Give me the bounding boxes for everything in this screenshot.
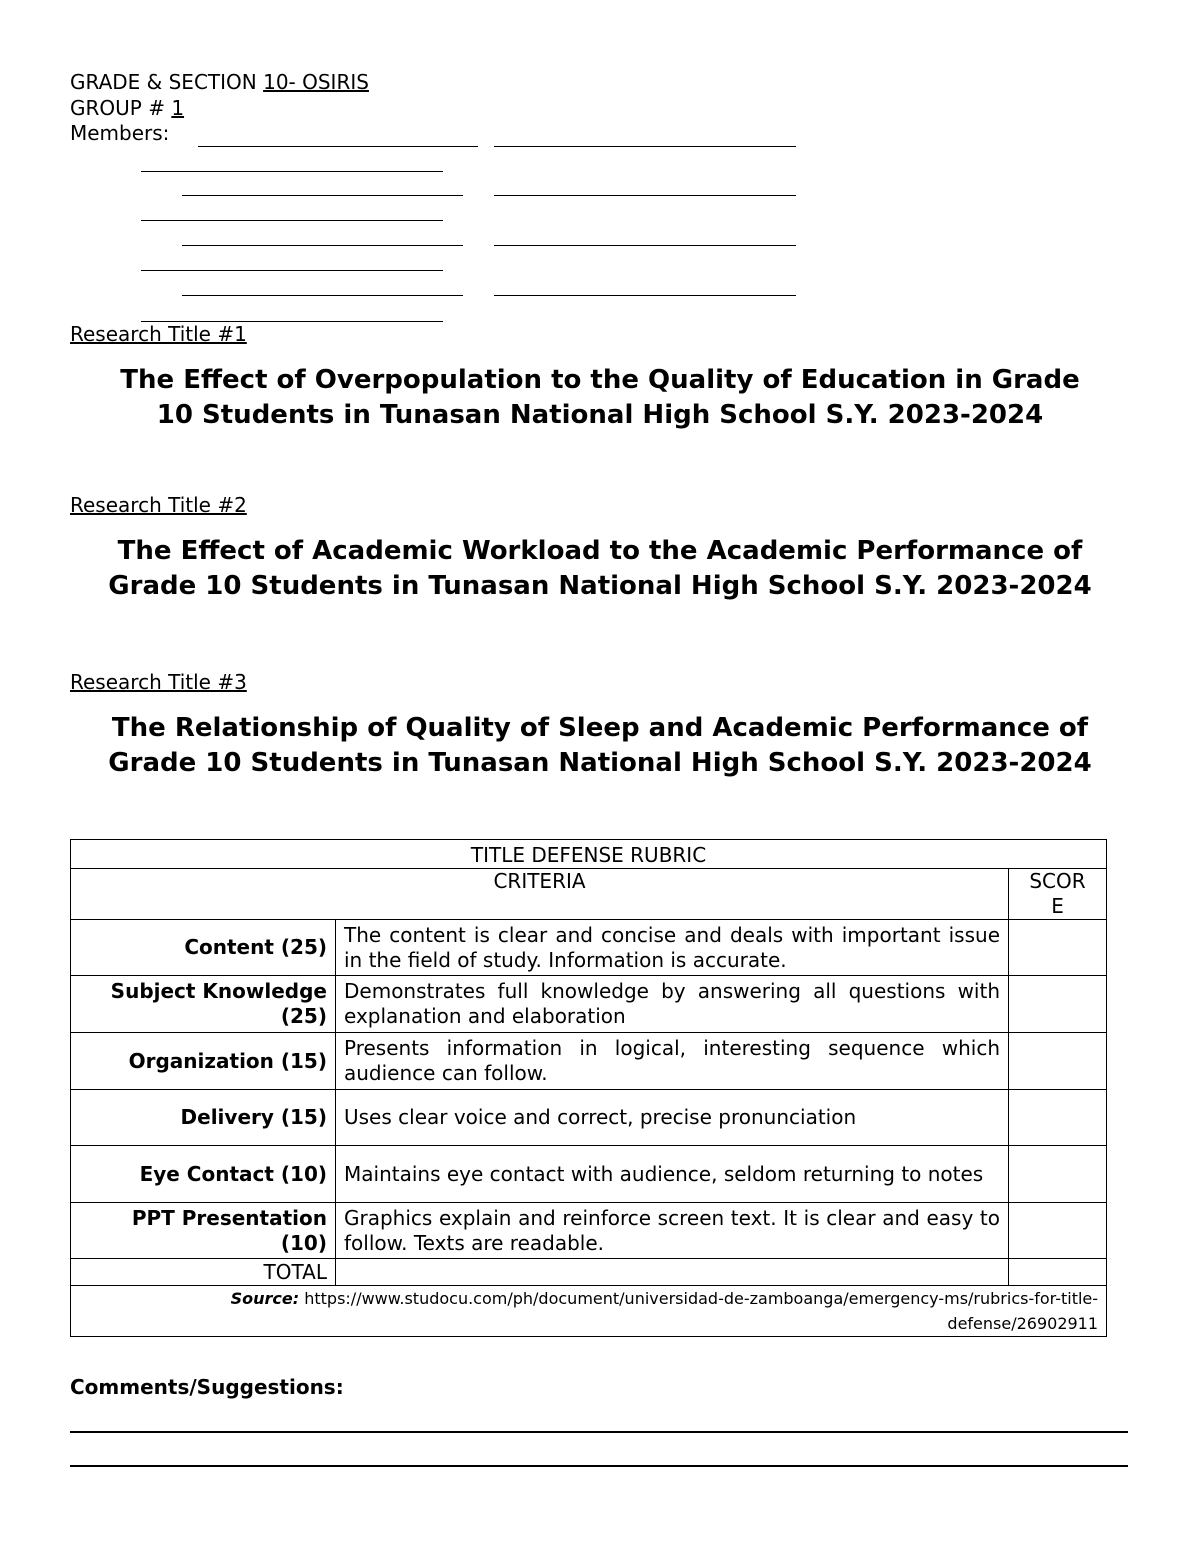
research-title-2-label: Research Title #2 xyxy=(70,493,247,517)
member-blank-line xyxy=(494,295,796,296)
research-title-3-label: Research Title #3 xyxy=(70,670,247,694)
description-cell: The content is clear and concise and deals with important issue in the field of study. Information is accurate. xyxy=(336,920,1009,976)
score-cell[interactable] xyxy=(1009,920,1107,976)
member-blank-line xyxy=(198,146,478,147)
research-title-3-text xyxy=(70,711,1130,781)
description-cell: Uses clear voice and correct, precise pronunciation xyxy=(336,1090,1009,1146)
member-blank-line xyxy=(494,195,796,196)
member-blank-line xyxy=(141,270,443,271)
grade-section-label: GRADE & SECTION xyxy=(70,70,264,94)
rubric-header-row xyxy=(71,869,1107,920)
score-cell[interactable] xyxy=(1009,1203,1107,1259)
score-cell[interactable] xyxy=(1009,976,1107,1033)
member-blank-line xyxy=(494,245,796,246)
member-blank-line xyxy=(182,245,463,246)
research-title-1-text xyxy=(70,363,1130,433)
group-line xyxy=(70,96,184,120)
grade-section-line xyxy=(70,70,369,94)
source-cell xyxy=(71,1286,1107,1337)
grade-section-value: 10- OSIRIS xyxy=(263,70,369,94)
research-title-1-line-1: The Effect of Overpopulation to the Quality of Education in Grade xyxy=(120,365,1080,395)
research-title-3-line-1: The Relationship of Quality of Sleep and Academic Performance of xyxy=(111,713,1089,743)
comments-line[interactable] xyxy=(70,1465,1128,1467)
members-label: Members: xyxy=(70,121,170,145)
research-title-1-line-2: 10 Students in Tunasan National High School S.Y. 2023-2024 xyxy=(156,400,1044,430)
rubric-row xyxy=(71,976,1107,1033)
member-blank-line xyxy=(182,295,463,296)
criterion-cell: Eye Contact (10) xyxy=(71,1146,336,1203)
rubric-row xyxy=(71,1203,1107,1259)
member-blank-line xyxy=(141,220,443,221)
group-value: 1 xyxy=(171,96,185,120)
criterion-cell: Delivery (15) xyxy=(71,1090,336,1146)
total-label: TOTAL xyxy=(71,1259,336,1286)
group-label: GROUP # xyxy=(70,96,172,120)
description-cell: Maintains eye contact with audience, seldom returning to notes xyxy=(336,1146,1009,1203)
member-blank-line xyxy=(182,195,463,196)
comments-label: Comments/Suggestions: xyxy=(70,1375,344,1399)
rubric-title-row xyxy=(71,840,1107,869)
rubric-table xyxy=(70,839,1107,1337)
total-score-cell[interactable] xyxy=(1009,1259,1107,1286)
criterion-cell: Content (25) xyxy=(71,920,336,976)
score-header-line-2: E xyxy=(1051,894,1064,918)
criterion-cell: Organization (15) xyxy=(71,1033,336,1090)
rubric-source-row xyxy=(71,1286,1107,1337)
total-description-cell xyxy=(336,1259,1009,1286)
score-cell[interactable] xyxy=(1009,1146,1107,1203)
research-title-2-line-1: The Effect of Academic Workload to the Academic Performance of xyxy=(117,536,1083,566)
source-label: Source: xyxy=(230,1289,300,1308)
criterion-cell: Subject Knowledge (25) xyxy=(71,976,336,1033)
description-cell: Graphics explain and reinforce screen text. It is clear and easy to follow. Texts are readable. xyxy=(336,1203,1009,1259)
research-title-3-line-2: Grade 10 Students in Tunasan National High School S.Y. 2023-2024 xyxy=(108,748,1092,778)
rubric-row xyxy=(71,1033,1107,1090)
research-title-2-line-2: Grade 10 Students in Tunasan National High School S.Y. 2023-2024 xyxy=(108,571,1092,601)
member-blank-line xyxy=(494,146,796,147)
criterion-cell: PPT Presentation (10) xyxy=(71,1203,336,1259)
description-cell: Presents information in logical, interesting sequence which audience can follow. xyxy=(336,1033,1009,1090)
source-url-line-1[interactable]: https://www.studocu.com/ph/document/universidad-de-zamboanga/emergency-ms/rubrics-for-title- xyxy=(304,1289,1099,1308)
score-header xyxy=(1009,869,1107,920)
score-cell[interactable] xyxy=(1009,1033,1107,1090)
rubric-row xyxy=(71,1146,1107,1203)
member-blank-line xyxy=(141,171,443,172)
comments-line[interactable] xyxy=(70,1431,1128,1433)
score-header-line-1: SCOR xyxy=(1029,869,1086,893)
research-title-1-label: Research Title #1 xyxy=(70,322,247,346)
rubric-row xyxy=(71,1090,1107,1146)
criteria-header: CRITERIA xyxy=(71,869,1009,920)
rubric-row xyxy=(71,920,1107,976)
score-cell[interactable] xyxy=(1009,1090,1107,1146)
source-url-line-2[interactable]: defense/26902911 xyxy=(947,1314,1099,1333)
research-title-2-text xyxy=(70,534,1130,604)
rubric-title: TITLE DEFENSE RUBRIC xyxy=(71,840,1107,869)
rubric-total-row xyxy=(71,1259,1107,1286)
description-cell: Demonstrates full knowledge by answering all questions with explanation and elaboration xyxy=(336,976,1009,1033)
